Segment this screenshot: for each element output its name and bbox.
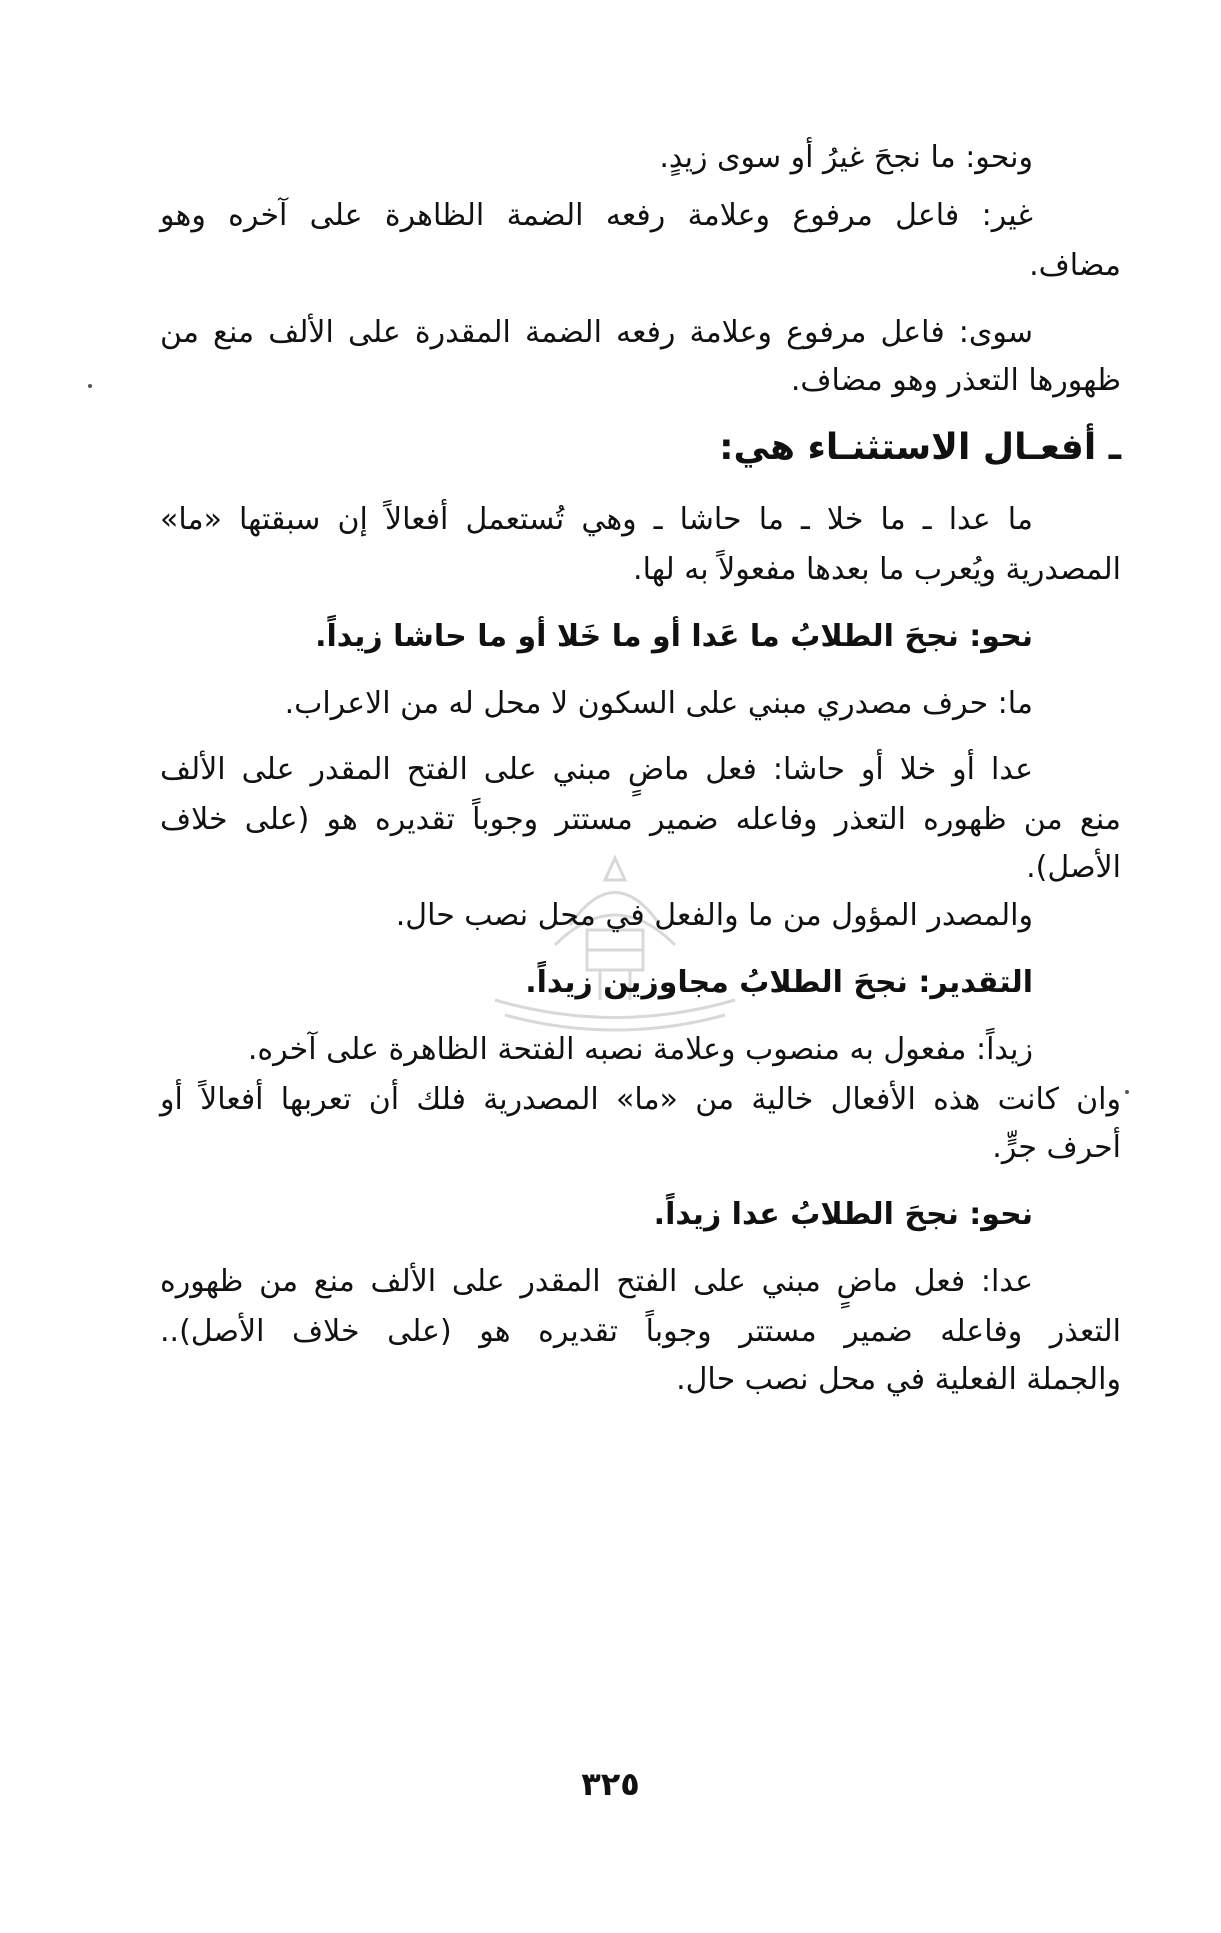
text-line: منع من ظهوره التعذر وفاعله ضمير مستتر وجوباً تقديره هو (على خلاف [160,802,1121,837]
text-line: عدا: فعل ماضٍ مبني على الفتح المقدر على الألف منع من ظهوره [160,1264,1033,1299]
text-line: سوى: فاعل مرفوع وعلامة رفعه الضمة المقدرة على الألف منع من [160,315,1033,350]
example-line: التقدير: نجحَ الطلابُ مجاوزين زيداً. [525,965,1033,1000]
example-line: نحو: نجحَ الطلابُ ما عَدا أو ما خَلا أو ما حاشا زيداً. [315,619,1033,654]
text-line: المصدرية ويُعرب ما بعدها مفعولاً به لها. [633,552,1121,587]
text-line: مضاف. [1029,248,1121,283]
text-line: وان كانت هذه الأفعال خالية من «ما» المصدرية فلك أن تعربها أفعالاً أو [160,1082,1121,1117]
text-line: أحرف جرٍّ. [992,1130,1121,1165]
watermark-seal-icon [475,850,755,1040]
scan-speck [88,384,92,388]
example-line: نحو: نجحَ الطلابُ عدا زيداً. [653,1197,1033,1232]
page-number: ٣٢٥ [581,1765,640,1803]
text-line: والجملة الفعلية في محل نصب حال. [676,1362,1121,1397]
text-line: والمصدر المؤول من ما والفعل في محل نصب حال. [395,898,1033,933]
text-line: التعذر وفاعله ضمير مستتر وجوباً تقديره هو (على خلاف الأصل).. [160,1314,1121,1349]
text-line: غير: فاعل مرفوع وعلامة رفعه الضمة الظاهرة على آخره وهو [160,198,1033,233]
scan-speck [1125,1090,1129,1094]
text-line: عدا أو خلا أو حاشا: فعل ماضٍ مبني على الفتح المقدر على الألف [160,752,1033,787]
text-line: ما: حرف مصدري مبني على السكون لا محل له من الاعراب. [284,686,1033,721]
section-heading: ـ أفعـال الاستثنـاء هي: [719,427,1121,468]
text-line: ما عدا ـ ما خلا ـ ما حاشا ـ وهي تُستعمل أفعالاً إن سبقتها «ما» [160,502,1033,537]
text-line: ونحو: ما نجحَ غيرُ أو سوى زيدٍ. [659,140,1033,175]
text-line: زيداً: مفعول به منصوب وعلامة نصبه الفتحة الظاهرة على آخره. [247,1032,1033,1067]
text-line: الأصل). [1026,850,1121,885]
text-line: ظهورها التعذر وهو مضاف. [790,363,1121,398]
